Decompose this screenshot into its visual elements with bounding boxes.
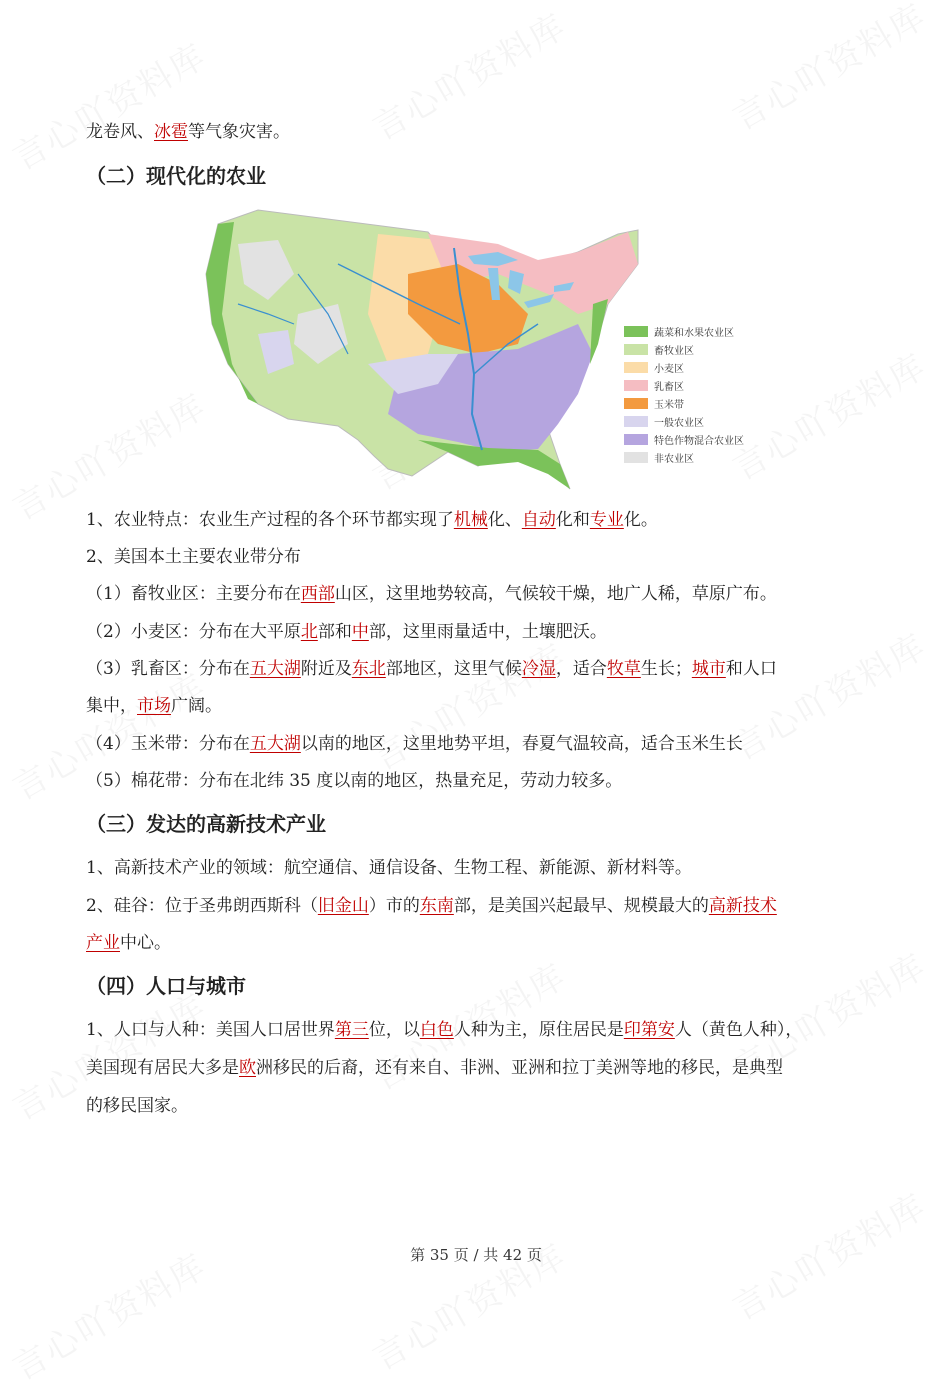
paragraph-dairy-cont: 集中，市场广阔。 bbox=[86, 696, 222, 716]
legend-item: 乳畜区 bbox=[624, 376, 744, 394]
legend-item: 玉米带 bbox=[624, 394, 744, 412]
answer-automation: 自动 bbox=[521, 510, 556, 530]
legend-item: 一般农业区 bbox=[624, 412, 744, 430]
paragraph-livestock: （1）畜牧业区：主要分布在西部山区，这里地势较高，气候较干燥，地广人稀，草原广布。 bbox=[86, 584, 777, 604]
legend-item: 畜牧业区 bbox=[624, 340, 744, 358]
watermark bbox=[2, 29, 214, 179]
legend-swatch bbox=[624, 398, 648, 409]
legend-item: 非农业区 bbox=[624, 448, 744, 466]
paragraph-wheat: （2）小麦区：分布在大平原北部和中部，这里雨量适中，土壤肥沃。 bbox=[86, 622, 607, 642]
legend-swatch bbox=[624, 326, 648, 337]
legend-swatch bbox=[624, 380, 648, 391]
legend-swatch bbox=[624, 416, 648, 427]
paragraph-hightech-fields: 1、高新技术产业的领域：航空通信、通信设备、生物工程、新能源、新材料等。 bbox=[86, 858, 692, 878]
paragraph-cotton: （5）棉花带：分布在北纬 35 度以南的地区，热量充足，劳动力较多。 bbox=[86, 771, 623, 791]
map-legend bbox=[624, 322, 744, 466]
paragraph-agri-features: 1、农业特点：农业生产过程的各个环节都实现了机械化、自动化和专业化。 bbox=[86, 510, 658, 530]
legend-item: 蔬菜和水果农业区 bbox=[624, 322, 744, 340]
legend-item: 特色作物混合农业区 bbox=[624, 430, 744, 448]
legend-item: 小麦区 bbox=[624, 358, 744, 376]
paragraph-silicon-valley: 2、硅谷：位于圣弗朗西斯科（旧金山）市的东南部，是美国兴起最早、规模最大的高新技术 bbox=[86, 896, 777, 916]
section-heading-hightech: （三）发达的高新技术产业 bbox=[86, 812, 326, 836]
paragraph-population-2: 美国现有居民大多是欧洲移民的后裔，还有来自、非洲、亚洲和拉丁美洲等地的移民，是典型 bbox=[86, 1058, 783, 1078]
paragraph-silicon-valley-cont: 产业中心。 bbox=[86, 933, 171, 953]
watermark bbox=[722, 0, 934, 140]
paragraph-population-3: 的移民国家。 bbox=[86, 1096, 188, 1116]
answer-specialization: 专业 bbox=[589, 510, 624, 530]
section-heading-population: （四）人口与城市 bbox=[86, 974, 246, 998]
legend-swatch bbox=[624, 362, 648, 373]
answer-hail: 冰雹 bbox=[154, 122, 188, 142]
paragraph-dairy: （3）乳畜区：分布在五大湖附近及东北部地区，这里气候冷湿，适合牧草生长；城市和人口 bbox=[86, 659, 777, 679]
section-heading-agriculture: （二）现代化的农业 bbox=[86, 164, 266, 188]
legend-swatch bbox=[624, 344, 648, 355]
paragraph-corn: （4）玉米带：分布在五大湖以南的地区，这里地势平坦，春夏气温较高，适合玉米生长 bbox=[86, 734, 743, 754]
page-number: 第 35 页 / 共 42 页 bbox=[410, 1246, 542, 1264]
answer-mechanization: 机械 bbox=[453, 510, 488, 530]
legend-swatch bbox=[624, 434, 648, 445]
paragraph-top: 龙卷风、冰雹等气象灾害。 bbox=[86, 122, 290, 142]
legend-swatch bbox=[624, 452, 648, 463]
paragraph-population: 1、人口与人种：美国人口居世界第三位，以白色人种为主，原住居民是印第安人（黄色人种）， bbox=[86, 1020, 803, 1040]
paragraph-agri-belts: 2、美国本土主要农业带分布 bbox=[86, 547, 301, 567]
